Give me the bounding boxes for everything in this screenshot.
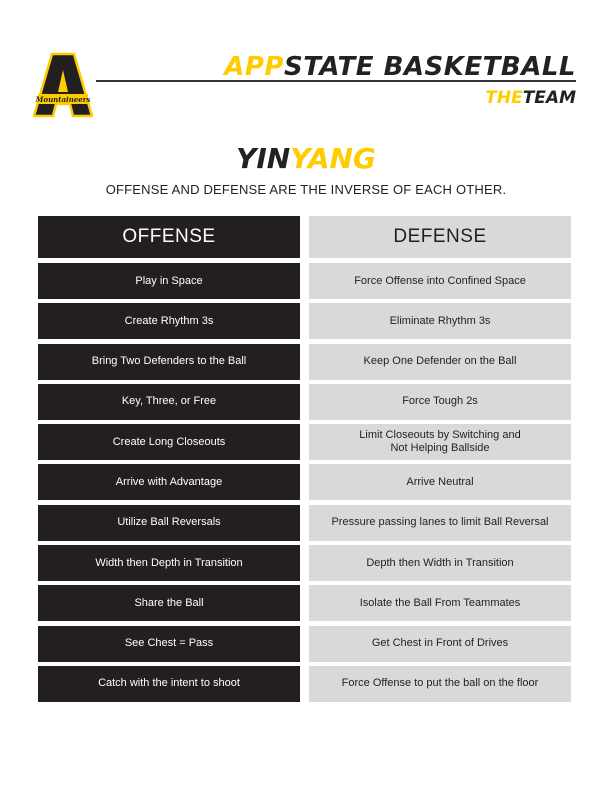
defense-cell: Depth then Width in Transition	[309, 545, 571, 581]
header-sub-accent: THE	[485, 88, 523, 108]
comparison-table	[38, 263, 571, 706]
defense-cell: Limit Closeouts by Switching and Not Helping Ballside	[309, 424, 571, 460]
table-row	[38, 303, 571, 339]
defense-cell: Force Tough 2s	[309, 384, 571, 420]
defense-column-header: DEFENSE	[309, 216, 571, 258]
header-title	[224, 52, 576, 82]
page-subtitle: OFFENSE AND DEFENSE ARE THE INVERSE OF EACH OTHER.	[105, 182, 507, 197]
offense-cell: Bring Two Defenders to the Ball	[38, 344, 300, 380]
table-row	[38, 666, 571, 702]
table-row	[38, 585, 571, 621]
offense-cell: Play in Space	[38, 263, 300, 299]
offense-cell: Utilize Ball Reversals	[38, 505, 300, 541]
defense-cell: Force Offense to put the ball on the floor	[309, 666, 571, 702]
appalachian-a-logo-icon	[33, 52, 93, 118]
logo-text: Mountaineers	[35, 95, 91, 104]
title-yang: YANG	[290, 142, 376, 175]
header-title-rest: STATE BASKETBALL	[283, 52, 576, 82]
table-row	[38, 545, 571, 581]
defense-cell: Eliminate Rhythm 3s	[309, 303, 571, 339]
table-row	[38, 464, 571, 500]
page-title	[0, 142, 612, 175]
table-row	[38, 424, 571, 460]
offense-cell: See Chest = Pass	[38, 626, 300, 662]
table-row	[38, 626, 571, 662]
header-sub-rest: TEAM	[522, 88, 576, 108]
offense-cell: Share the Ball	[38, 585, 300, 621]
offense-column-header: OFFENSE	[38, 216, 300, 258]
defense-cell: Get Chest in Front of Drives	[309, 626, 571, 662]
defense-cell: Pressure passing lanes to limit Ball Reversal	[309, 505, 571, 541]
table-row	[38, 344, 571, 380]
defense-cell: Isolate the Ball From Teammates	[309, 585, 571, 621]
defense-cell: Keep One Defender on the Ball	[309, 344, 571, 380]
offense-cell: Create Rhythm 3s	[38, 303, 300, 339]
table-row	[38, 384, 571, 420]
header-title-accent: APP	[224, 52, 284, 82]
header-subtitle	[485, 88, 576, 108]
defense-cell: Force Offense into Confined Space	[309, 263, 571, 299]
table-row	[38, 505, 571, 541]
title-yin: YIN	[236, 142, 291, 175]
table-row	[38, 263, 571, 299]
offense-cell: Arrive with Advantage	[38, 464, 300, 500]
offense-cell: Width then Depth in Transition	[38, 545, 300, 581]
offense-cell: Create Long Closeouts	[38, 424, 300, 460]
defense-cell: Arrive Neutral	[309, 464, 571, 500]
offense-cell: Catch with the intent to shoot	[38, 666, 300, 702]
offense-cell: Key, Three, or Free	[38, 384, 300, 420]
